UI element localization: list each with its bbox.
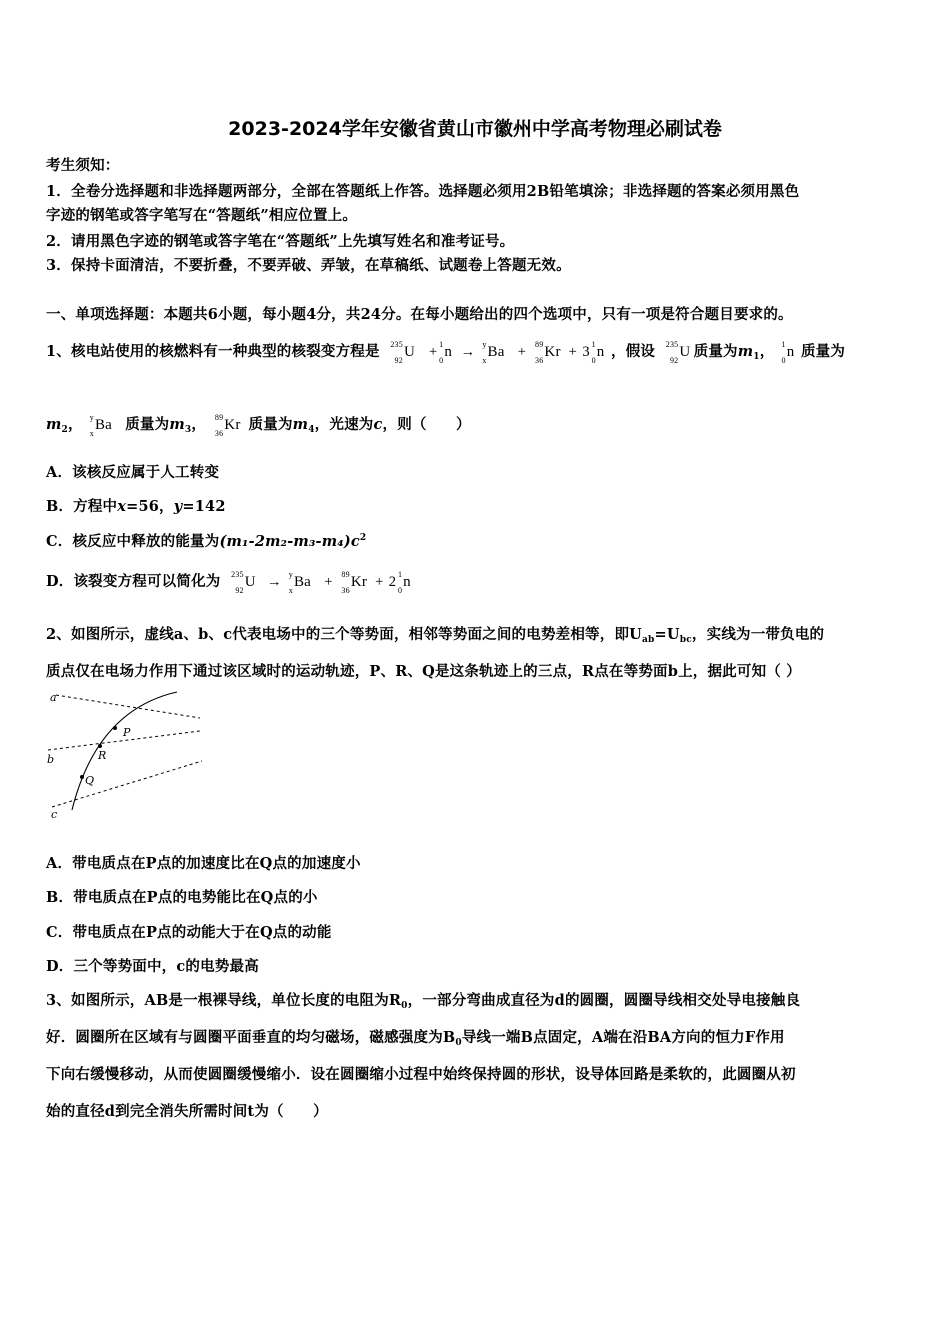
speed-symbol: c [373, 416, 383, 433]
subscript: ab [642, 635, 655, 645]
nuclide-kr: 89 36 Kr [214, 412, 241, 438]
label-q: Q [85, 774, 95, 787]
equipotential-figure [42, 690, 207, 822]
q1-option-d [46, 569, 412, 595]
mass-symbol: m [292, 416, 309, 433]
q2-stem-line-1 [46, 623, 824, 645]
subscript: 0 [401, 1001, 408, 1011]
mass-subscript: 4 [308, 425, 315, 435]
mass-label: 质量为 [248, 416, 293, 433]
notice-line-1: 1．全卷分选择题和非选择题两部分，全部在答题纸上作答。选择题必须用2B铅笔填涂；非选择题的答案必须用黑色 [46, 183, 800, 200]
mass-subscript: 3 [184, 425, 192, 435]
q2-option-b: B．带电质点在P点的电势能比在Q点的小 [46, 889, 318, 906]
stem-text: =U [654, 626, 680, 643]
mass-subscript: 1 [753, 352, 760, 362]
q1-stem-mid: ，假设 [611, 343, 656, 360]
nuclide-n: 1 0 n [781, 339, 795, 365]
point-q [80, 775, 84, 779]
point-p [113, 726, 117, 730]
plus-sign: + [428, 343, 438, 360]
variable: x [117, 498, 127, 515]
label-r: R [98, 749, 107, 762]
nuclide-n: 1 0 n [591, 339, 605, 365]
mass-symbol: m [46, 416, 62, 433]
q1-stem-line-2: $m_2$， y x Ba 质量为$m_3$， 89 36 Kr 质量为$m_4$，光速为c，则（ ） [46, 412, 471, 438]
coefficient: 3 [582, 343, 590, 360]
nuclide-u: 235 92 U [390, 339, 415, 365]
mass-subscript: 2 [61, 425, 69, 435]
mass-symbol: m [169, 416, 185, 433]
nuclide-u: 235 92 U [665, 339, 691, 365]
option-text: =142 [182, 498, 226, 515]
q3-stem-line-1 [46, 989, 800, 1011]
nuclide-u: 235 92 U [231, 569, 256, 595]
q2-option-a: A．带电质点在P点的加速度比在Q点的加速度小 [46, 855, 361, 872]
q1-option-c [46, 530, 366, 551]
option-text: B．方程中 [46, 498, 118, 515]
q3-stem-line-4: 始的直径d到完全消失所需时间t为（ ） [46, 1103, 328, 1120]
stem-text: 2、如图所示，虚线a、b、c代表电场中的三个等势面，相邻等势面之间的电势差相等，即U [46, 626, 642, 643]
q1-option-b [46, 495, 226, 516]
trajectory-curve [72, 692, 177, 810]
superscript: 2 [359, 533, 367, 543]
stem-text: 好．圆圈所在区域有与圆圈平面垂直的均匀磁场，磁感强度为B [46, 1029, 456, 1046]
point-r [98, 744, 102, 748]
stem-text: ，实线为一带负电的 [691, 626, 825, 643]
variable: y [173, 498, 183, 515]
mass-label: 质量为 [125, 416, 170, 433]
notice-line-3: 2．请用黑色字迹的钢笔或答字笔在“答题纸”上先填写姓名和准考证号。 [46, 233, 515, 250]
label-a: a [50, 691, 57, 704]
q3-stem-line-2 [46, 1026, 785, 1048]
q1-option-a: A．该核反应属于人工转变 [46, 464, 220, 481]
notice-heading: 考生须知： [46, 157, 120, 174]
mass-symbol: m [737, 343, 754, 360]
arrow: → [460, 343, 476, 360]
q2-option-d: D．三个等势面中，c的电势最高 [46, 958, 259, 975]
plus-sign: + [517, 343, 527, 360]
stem-text: 3、如图所示，AB是一根裸导线，单位长度的电阻为R [46, 992, 402, 1009]
q2-option-c: C．带电质点在P点的动能大于在Q点的动能 [46, 924, 332, 941]
mass-label: 质量为 [693, 343, 738, 360]
plus-sign: + [324, 573, 333, 590]
label-p: P [123, 726, 131, 739]
stem-text: ，一部分弯曲成直径为d的圆圈，圆圈导线相交处导电接触良 [407, 992, 801, 1009]
section-heading: 一、单项选择题：本题共6小题，每小题4分，共24分。在每小题给出的四个选项中，只有一项是符合题目要求的。 [46, 306, 793, 323]
nuclide-ba: y x Ba [482, 339, 505, 365]
q3-stem-line-3: 下向右缓慢移动，从而使圆圈缓慢缩小．设在圆圈缩小过程中始终保持圆的形状，设导体回路是柔软的，此圆圈从初 [46, 1066, 796, 1083]
nuclide-n: 1 0 n [439, 339, 453, 365]
arrow: → [266, 573, 282, 590]
q1-stem-end: ，则（ ） [382, 416, 471, 433]
mass-label: 质量为 [800, 343, 846, 360]
stem-text: 导线一端B点固定，A端在沿BA方向的恒力F作用 [461, 1029, 785, 1046]
nuclide-kr: 89 36 Kr [341, 569, 368, 595]
plus-sign: + [568, 343, 578, 360]
notice-line-4: 3．保持卡面清洁，不要折叠，不要弄破、弄皱，在草稿纸、试题卷上答题无效。 [46, 257, 571, 274]
label-c: c [51, 808, 58, 821]
option-text: =56， [126, 498, 174, 515]
option-text: C．核反应中释放的能量为 [46, 533, 220, 550]
coefficient: 2 [388, 573, 397, 590]
energy-formula: (m₁-2m₂-m₃-m₄)c [219, 533, 360, 550]
speed-label: ，光速为 [314, 416, 374, 433]
subscript: 0 [455, 1038, 462, 1048]
plus-sign: + [375, 573, 384, 590]
notice-line-2: 字迹的钢笔或答字笔写在“答题纸”相应位置上。 [46, 207, 358, 224]
label-b: b [47, 753, 55, 766]
q1-stem-start: 1、核电站使用的核燃料有一种典型的核裂变方程是 [46, 343, 380, 360]
nuclide-ba: y x Ba [89, 412, 113, 438]
q1-stem-line-1: 1、核电站使用的核燃料有一种典型的核裂变方程是 235 92 U + 1 0 n → y x Ba + 89 36 Kr + 3 1 0 n ，假设 235 92 U 质量为$m_1$， 1 0 n 质量为 [46, 339, 846, 365]
subscript: bc [679, 635, 692, 645]
nuclide-kr: 89 36 Kr [535, 339, 561, 365]
nuclide-ba: y x Ba [288, 569, 312, 595]
nuclide-n: 1 0 n [397, 569, 411, 595]
option-text: D．该裂变方程可以简化为 [46, 573, 221, 590]
q2-stem-line-2: 质点仅在电场力作用下通过该区域时的运动轨迹，P、R、Q是这条轨迹上的三点，R点在等势面b上，据此可知（ ） [46, 663, 801, 680]
page-title: 2023-2024学年安徽省黄山市徽州中学高考物理必刷试卷 [228, 118, 722, 140]
